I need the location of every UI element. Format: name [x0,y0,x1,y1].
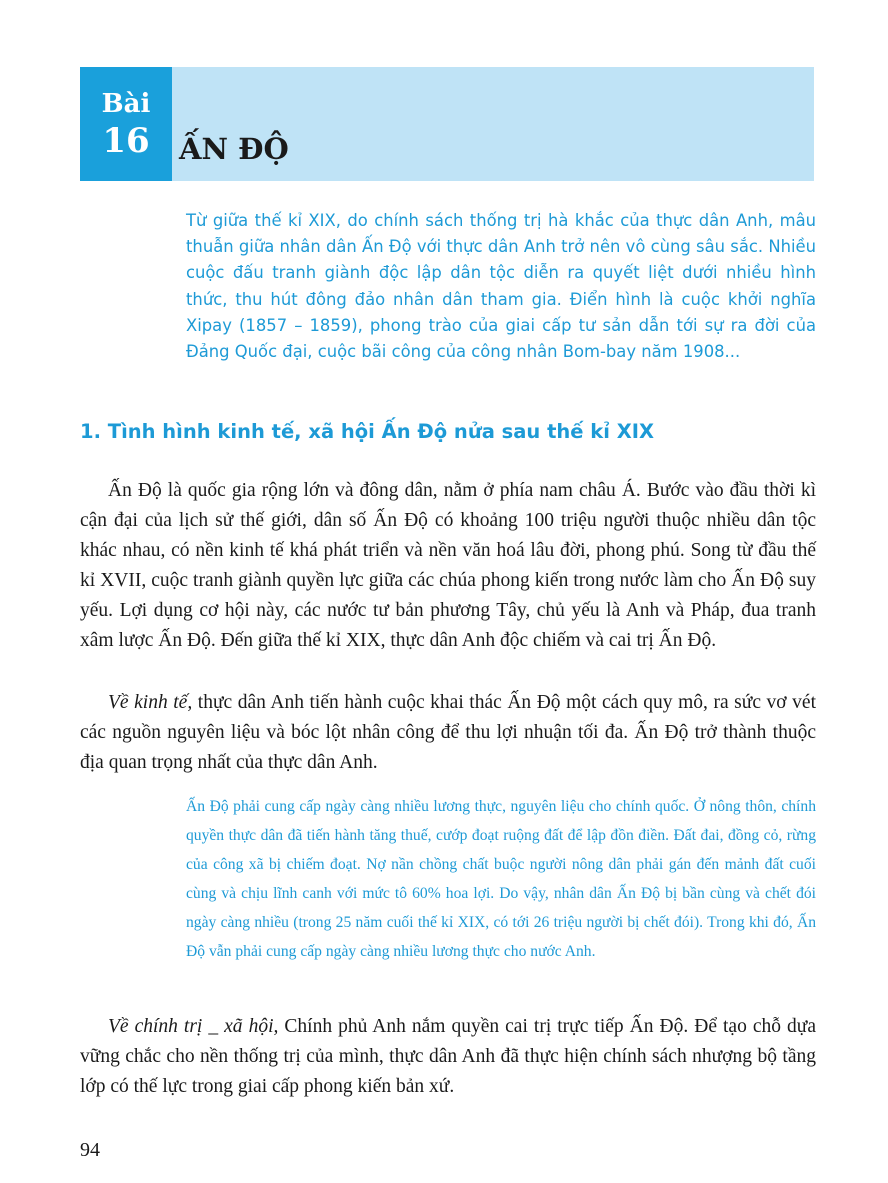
paragraph-2-text: thực dân Anh tiến hành cuộc khai thác Ấn Độ một cách quy mô, ra sức vơ vét các nguồn nguyên liệu và bóc lột nhân công để thu lợi nhuận tối đa. Ấn Độ trở thành thuộc địa quan trọng nhất của thực dân Anh. [80,692,816,773]
quote-excerpt: Ấn Độ phải cung cấp ngày càng nhiều lương thực, nguyên liệu cho chính quốc. Ở nông thôn, chính quyền thực dân đã tiến hành tăng thuế, cướp đoạt ruộng đất để lập đồn điền. Đất đai, đồng cỏ, rừng của công xã bị chiếm đoạt. Nợ nần chồng chất buộc người nông dân phải gán đến mảnh đất cuối cùng và chịu lĩnh canh với mức tô 60% hoa lợi. Do vậy, nhân dân Ấn Độ bị bần cùng và chết đói ngày càng nhiều (trong 25 năm cuối thế kỉ XIX, có tới 26 triệu người bị chết đói). Trong khi đó, Ấn Độ vẫn phải cung cấp ngày càng nhiều lương thực cho nước Anh. [186,798,816,960]
lesson-number: 16 [102,121,150,161]
lesson-label: Bài [101,89,151,119]
lesson-number-box [80,67,172,181]
section-heading: 1. Tình hình kinh tế, xã hội Ấn Độ nửa sau thế kỉ XIX [80,420,655,443]
paragraph-lead-economy: Về kinh tế, [108,692,193,713]
page-number: 94 [80,1139,100,1161]
lesson-title: ẤN ĐỘ [179,132,289,166]
intro-paragraph: Từ giữa thế kỉ XIX, do chính sách thống trị hà khắc của thực dân Anh, mâu thuẫn giữa nhân dân Ấn Độ với thực dân Anh trở nên vô cùng sâu sắc. Nhiều cuộc đấu tranh giành độc lập dân tộc diễn ra quyết liệt dưới nhiều hình thức, thu hút đông đảo nhân dân tham gia. Điển hình là cuộc khởi nghĩa Xipay (1857 – 1859), phong trào của giai cấp tư sản dẫn tới sự ra đời của Đảng Quốc đại, cuộc bãi công của công nhân Bom-bay năm 1908... [186,211,816,362]
paragraph-lead-politics: Về chính trị _ xã hội, [108,1016,279,1037]
body-paragraph-2 [80,688,816,778]
body-paragraph-3 [80,1012,816,1102]
body-paragraph-1: Ấn Độ là quốc gia rộng lớn và đông dân, nằm ở phía nam châu Á. Bước vào đầu thời kì cận đại của lịch sử thế giới, dân số Ấn Độ có khoảng 100 triệu người thuộc nhiều dân tộc khác nhau, có nền kinh tế khá phát triển và nền văn hoá lâu đời, phong phú. Song từ đầu thế kỉ XVII, cuộc tranh giành quyền lực giữa các chúa phong kiến trong nước làm cho Ấn Độ suy yếu. Lợi dụng cơ hội này, các nước tư bản phương Tây, chủ yếu là Anh và Pháp, đua tranh xâm lược Ấn Độ. Đến giữa thế kỉ XIX, thực dân Anh độc chiếm và cai trị Ấn Độ. [80,480,816,651]
paragraph-3-text: Chính phủ Anh nắm quyền cai trị trực tiếp Ấn Độ. Để tạo chỗ dựa vững chắc cho nền thống trị của mình, thực dân Anh đã thực hiện chính sách nhượng bộ tầng lớp có thế lực trong giai cấp phong kiến bản xứ. [80,1016,816,1097]
